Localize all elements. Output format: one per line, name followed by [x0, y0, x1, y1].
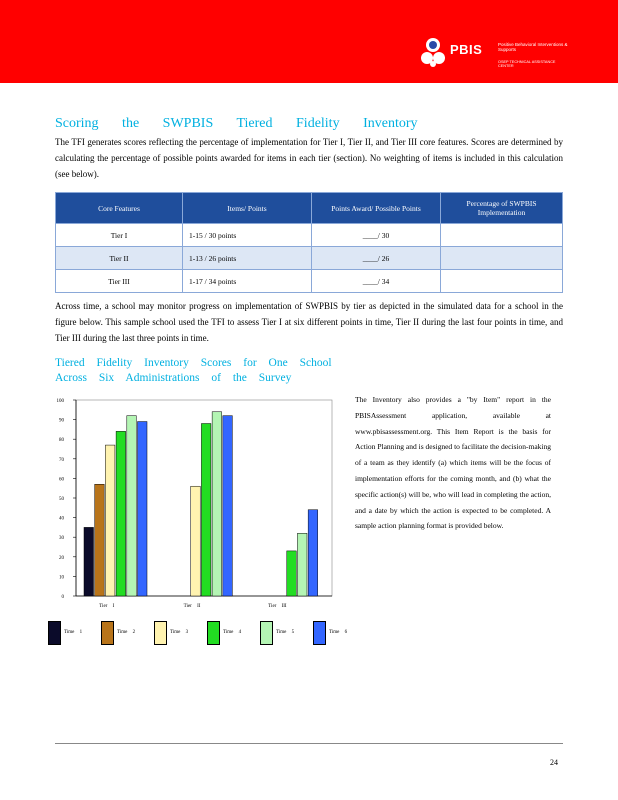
y-tick-label: 0: [61, 595, 64, 600]
items-cell: 1-13 / 26 points: [183, 247, 312, 270]
header-percentage: Percentage of SWPBIS Implementation: [441, 193, 563, 224]
award-cell: ____/ 30: [312, 224, 441, 247]
bar-time-6: [308, 510, 318, 596]
bar-time-2: [95, 484, 105, 596]
bar-time-4: [201, 424, 211, 596]
y-tick-label: 20: [59, 555, 64, 561]
table-row: [56, 247, 563, 270]
bar-time-5: [297, 533, 307, 596]
scoring-table: [55, 192, 563, 293]
y-tick-label: 50: [59, 497, 64, 502]
y-tick-label: 70: [59, 457, 64, 463]
y-tick-label: 100: [56, 399, 64, 404]
legend-label: Time 4: [223, 630, 242, 635]
chart-heading: Tiered Fidelity Inventory Scores for One School Across Six Administrations of the Survey: [55, 357, 332, 384]
header-banner: [0, 0, 618, 83]
bar-time-6: [138, 422, 148, 596]
items-cell: 1-17 / 34 points: [183, 270, 312, 293]
bar-time-5: [212, 412, 222, 596]
header-points-award: Points Award/ Possible Points: [312, 193, 441, 224]
logo-tagline: Positive Behavioral Interventions & Supports: [498, 42, 568, 52]
table-row: [56, 270, 563, 293]
header-items-points: Items/ Points: [183, 193, 312, 224]
page-number: 24: [550, 758, 558, 767]
y-tick-label: 10: [59, 575, 64, 581]
bar-time-3: [191, 486, 201, 596]
pbis-logo: [420, 36, 570, 70]
y-tick-label: 80: [59, 438, 64, 444]
legend-swatch: [207, 621, 220, 645]
legend-label: Time 3: [170, 630, 189, 635]
award-cell: ____/ 26: [312, 247, 441, 270]
progress-paragraph: Across time, a school may monitor progress on implementation of SWPBIS by tier as depicted in the simulated data for a school in the figure below. This sample school used the TFI to assess Tier I at six different points in time, Tier II during the last four points in time, and Tier III during the last three points in time.: [55, 301, 563, 343]
logo-subtitle: OSEP TECHNICAL ASSISTANCE CENTER: [498, 60, 556, 68]
percentage-cell: [441, 224, 563, 247]
header-core-features: Core Features: [56, 193, 183, 224]
bar-time-6: [223, 416, 233, 596]
percentage-cell: [441, 247, 563, 270]
x-tick-label: Tier III: [268, 604, 287, 609]
y-tick-label: 40: [59, 516, 64, 522]
legend-label: Time 1: [64, 630, 83, 635]
pbis-logo-icon: [420, 36, 454, 68]
legend-label: Time 5: [276, 630, 295, 635]
table-row: [56, 224, 563, 247]
y-tick-label: 30: [59, 536, 64, 542]
chart-legend: [48, 621, 368, 647]
tfi-bar-chart: [40, 390, 340, 615]
x-tick-label: Tier I: [99, 604, 115, 609]
award-cell: ____/ 34: [312, 270, 441, 293]
legend-swatch: [260, 621, 273, 645]
tier-cell: Tier II: [56, 247, 183, 270]
bar-time-4: [116, 431, 126, 596]
percentage-cell: [441, 270, 563, 293]
footer-rule: [55, 743, 563, 744]
y-tick-label: 90: [59, 418, 64, 424]
bar-time-4: [287, 551, 297, 596]
tier-cell: Tier I: [56, 224, 183, 247]
legend-swatch: [154, 621, 167, 645]
tier-cell: Tier III: [56, 270, 183, 293]
bar-time-3: [105, 445, 115, 596]
intro-paragraph: The TFI generates scores reflecting the percentage of implementation for Tier I, Tier II, and Tier III core features. Scores are determined by calculating the percentage of possible points awarded for items in each tier (section). No weighting of items is included in this calculation (see below).: [55, 137, 563, 179]
x-tick-label: Tier II: [183, 604, 201, 609]
item-report-text: The Inventory also provides a "by Item" report in the PBISAssessment application, available at www.pbisassessment.org. This Item Report is the basis for Action Planning and is designed to facilitate the decision-making of a team as they identify (a) which items will be the focus of implementation efforts for the coming month, and (b) what the specific action(s) will be, who will lead in completing the action, and a date by which the action is expected to be completed. A sample action planning format is provided below.: [355, 395, 551, 531]
y-tick-label: 60: [59, 477, 64, 483]
legend-label: Time 2: [117, 630, 136, 635]
legend-swatch: [48, 621, 61, 645]
legend-swatch: [313, 621, 326, 645]
legend-label: Time 6: [329, 630, 348, 635]
bar-time-5: [127, 416, 137, 596]
items-cell: 1-15 / 30 points: [183, 224, 312, 247]
section-heading: Scoring the SWPBIS Tiered Fidelity Inventory: [55, 116, 418, 131]
logo-wordmark: PBIS: [450, 42, 483, 57]
bar-time-1: [84, 527, 94, 596]
legend-swatch: [101, 621, 114, 645]
